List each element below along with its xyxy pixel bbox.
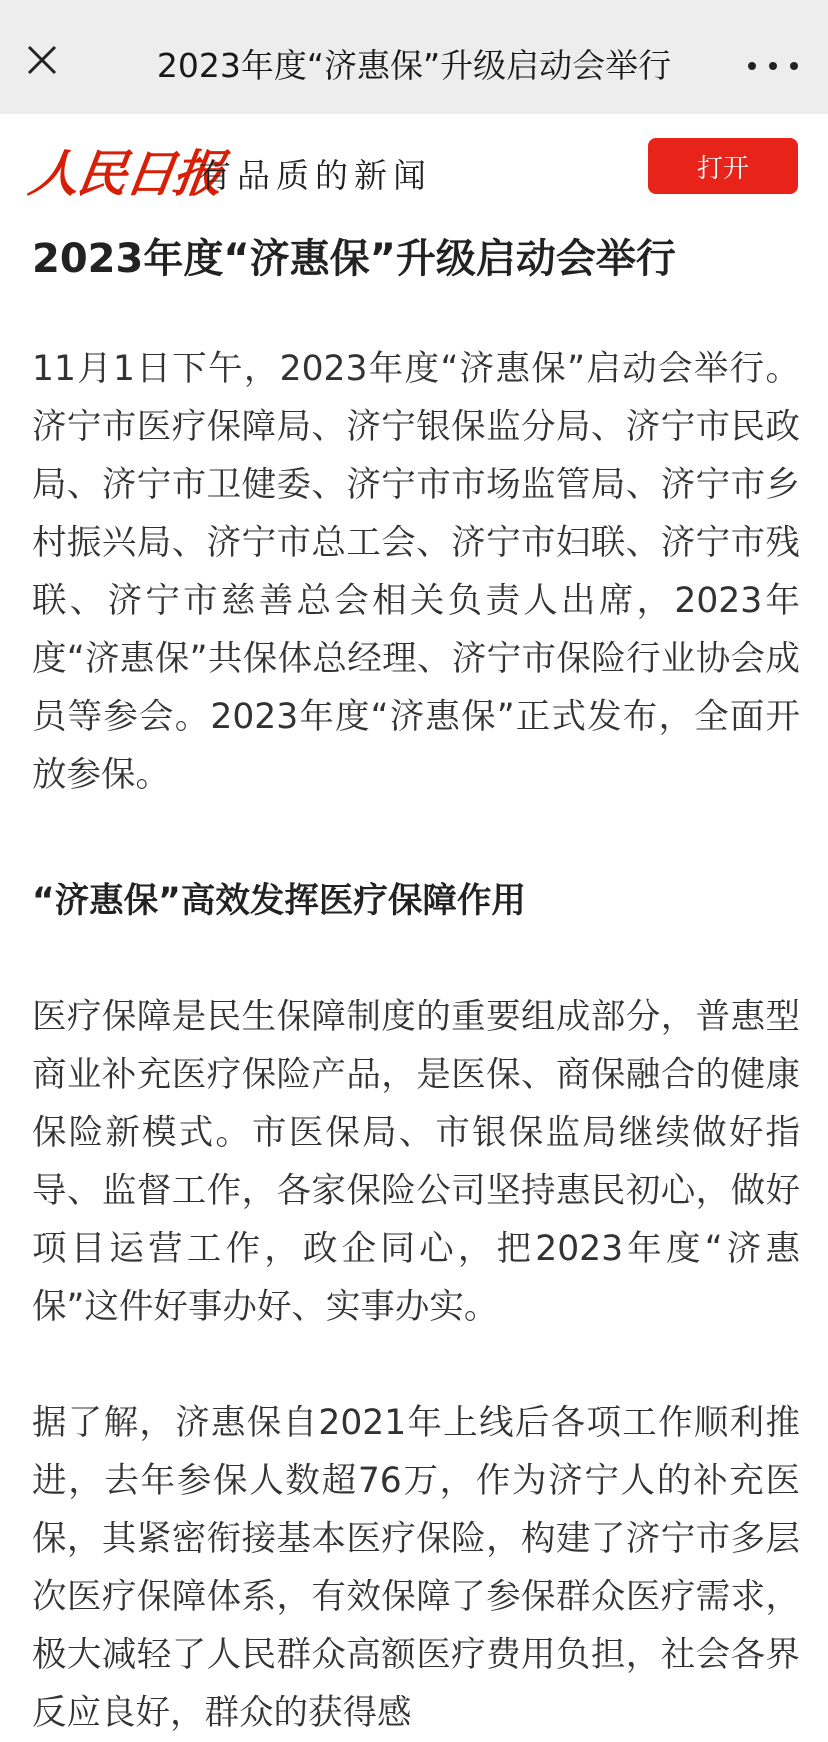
peoples-daily-logo: 人民日报 (25, 144, 226, 203)
article-paragraph: 据了解，济惠保自2021年上线后各项工作顺利推进，去年参保人数超76万，作为济宁人的补充医保，其紧密衔接基本医疗保险，构建了济宁市多层次医疗保障体系，有效保障了参保群众医疗需求，极大减轻了人民群众高额医疗费用负担，社会各界反应良好，群众的获得感 (32, 1403, 800, 1733)
article-paragraph: 医疗保障是民生保障制度的重要组成部分，普惠型商业补充医疗保险产品，是医保、商保融合的健康保险新模式。市医保局、市银保监局继续做好指导、监督工作，各家保险公司坚持惠民初心，做好项目运营工作，政企同心，把2023年度“济惠保”这件好事办好、实事办实。 (32, 997, 800, 1327)
article-paragraph: 11月1日下午，2023年度“济惠保”启动会举行。济宁市医疗保障局、济宁银保监分局、济宁市民政局、济宁市卫健委、济宁市市场监管局、济宁市乡村振兴局、济宁市总工会、济宁市妇联、济宁市残联、济宁市慈善总会相关负责人出席，2023年度“济惠保”共保体总经理、济宁市保险行业协会成员等参会。2023年度“济惠保”正式发布，全面开放参保。 (32, 349, 800, 795)
article-subheading: “济惠保”高效发挥医疗保障作用 (32, 881, 526, 921)
close-icon (27, 45, 57, 75)
open-app-button[interactable]: 打开 (648, 138, 798, 194)
more-icon-dot (748, 62, 756, 70)
top-navigation-bar (0, 0, 828, 114)
article-body (32, 224, 800, 1742)
more-icon-dot (790, 62, 798, 70)
page-title: 2023年度“济惠保”升级启动会举行 (156, 46, 672, 85)
more-button[interactable] (748, 46, 798, 86)
close-button[interactable] (22, 40, 62, 80)
brand-banner (0, 114, 828, 224)
brand-slogan: 有品质的新闻 (198, 156, 432, 195)
more-icon-dot (769, 62, 777, 70)
article-headline: 2023年度“济惠保”升级启动会举行 (32, 236, 676, 282)
